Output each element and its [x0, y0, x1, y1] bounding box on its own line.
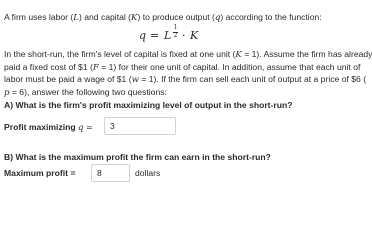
- formula-labor: L: [164, 29, 172, 42]
- formula-exponent: [172, 25, 179, 39]
- fixed-cost-variable: F: [92, 62, 99, 73]
- label-equals: =: [85, 123, 94, 133]
- labor-variable: L: [73, 13, 79, 23]
- exponent-numerator: 1: [173, 24, 178, 31]
- capital-variable: K: [235, 50, 242, 60]
- paragraph-text: = 1) for their one unit of capital. In addition, assume that each unit of: [98, 61, 361, 72]
- output-variable: q: [78, 123, 84, 133]
- paragraph-line: [4, 61, 361, 74]
- paragraph-text: paid a fixed cost of $1 (: [4, 61, 93, 72]
- price-variable: p: [4, 87, 10, 98]
- intro-text: ) according to the function:: [220, 12, 322, 22]
- paragraph-text: = 1). Assume the firm has already: [241, 49, 372, 59]
- paragraph-text: = 6), answer the following two questions:: [9, 86, 167, 97]
- output-variable: q: [214, 13, 221, 23]
- dollars-unit-label: dollars: [135, 168, 161, 178]
- profit-maximizing-q-input[interactable]: 3: [104, 117, 176, 135]
- paragraph-text: In the short-run, the firm's level of capital is fixed at one unit (: [4, 49, 236, 59]
- maximum-profit-input[interactable]: 8: [91, 164, 130, 182]
- question-b-prompt: B) What is the maximum profit the firm can earn in the short-run?: [4, 152, 271, 162]
- intro-sentence: [4, 11, 322, 24]
- production-function: [139, 26, 219, 44]
- intro-text: ) and capital (: [78, 12, 132, 22]
- paragraph-line: [4, 73, 367, 86]
- profit-maximizing-label: [4, 121, 93, 134]
- problem-paragraph: [4, 48, 372, 98]
- formula-equals: =: [150, 29, 160, 42]
- maximum-profit-label: Maximum profit =: [4, 168, 76, 178]
- intro-text: ) to produce output (: [137, 12, 215, 22]
- paragraph-line: [4, 48, 372, 61]
- wage-variable: w: [131, 75, 139, 85]
- paragraph-text: labor must be paid a wage of $1 (: [4, 74, 132, 84]
- formula-lhs: q: [139, 29, 147, 42]
- exponent-denominator: 2: [173, 31, 178, 39]
- paragraph-text: = 1). If the firm can sell each unit of output at a price of $6 (: [138, 74, 367, 84]
- capital-variable: K: [131, 13, 138, 23]
- label-text: Profit maximizing: [4, 122, 76, 132]
- intro-text: A firm uses labor (: [4, 12, 74, 22]
- question-a-prompt: A) What is the firm's profit maximizing level of output in the short-run?: [4, 100, 293, 110]
- formula-capital: K: [190, 29, 199, 42]
- paragraph-line: [4, 86, 349, 99]
- formula-multiply: ·: [182, 29, 186, 42]
